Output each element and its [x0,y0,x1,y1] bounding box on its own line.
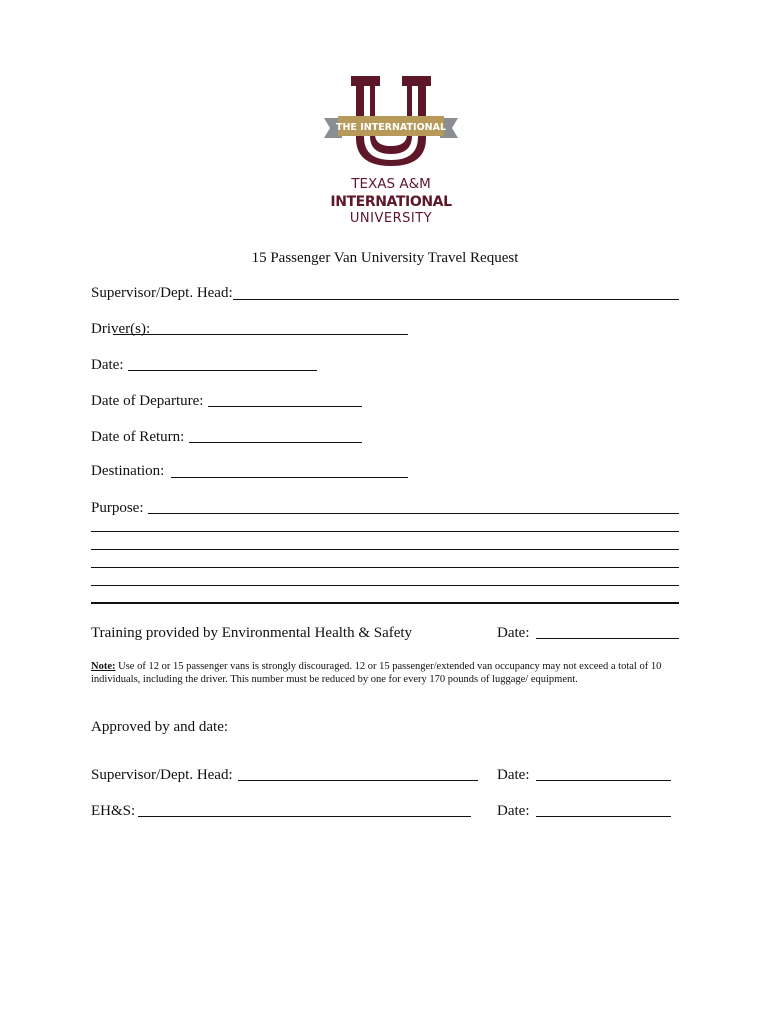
training-date-label: Date: [497,625,530,641]
logo-banner-text: THE INTERNATIONAL [335,122,447,133]
approval-heading: Approved by and date: [91,719,229,735]
return-label: Date of Return: [91,429,185,445]
note-label: Note: [91,661,116,672]
supervisor-label: Supervisor/Dept. Head: [91,285,233,301]
purpose-line-2[interactable] [91,531,679,532]
destination-label: Destination: [91,463,165,479]
logo-line-2: INTERNATIONAL [330,194,452,210]
destination-field[interactable] [171,477,408,478]
purpose-line-5[interactable] [91,585,679,586]
form-title: 15 Passenger Van University Travel Request [251,250,519,266]
purpose-field[interactable] [148,513,679,514]
approval-ehs-label: EH&S: [91,803,136,819]
drivers-label: Driver(s): [91,321,151,337]
departure-field[interactable] [208,406,362,407]
note-text: Use of 12 or 15 passenger vans is strongly discouraged. 12 or 15 passenger/extended van occupancy may not exceed a total of 10 individuals, including the driver. This number must be reduced by one for every 170 pounds of luggage/ equipment. [91,661,662,686]
approval-supervisor-field[interactable] [238,780,478,781]
logo-line-1: TEXAS A&M [351,176,431,192]
drivers-field[interactable] [113,334,408,335]
purpose-label: Purpose: [91,500,144,516]
approval-ehs-date-field[interactable] [536,816,671,817]
approval-ehs-date-label: Date: [497,803,530,819]
logo-line-3: UNIVERSITY [349,211,433,226]
return-field[interactable] [189,442,362,443]
section-divider [91,602,679,604]
training-date-field[interactable] [536,638,679,639]
approval-supervisor-label: Supervisor/Dept. Head: [91,767,233,783]
approval-supervisor-date-label: Date: [497,767,530,783]
training-label: Training provided by Environmental Health & Safety [91,625,413,641]
note-paragraph [91,660,681,686]
supervisor-field[interactable] [233,299,679,300]
approval-ehs-field[interactable] [138,816,471,817]
purpose-line-4[interactable] [91,567,679,568]
date-field[interactable] [128,370,317,371]
date-label: Date: [91,357,124,373]
departure-label: Date of Departure: [91,393,204,409]
approval-supervisor-date-field[interactable] [536,780,671,781]
purpose-line-3[interactable] [91,549,679,550]
